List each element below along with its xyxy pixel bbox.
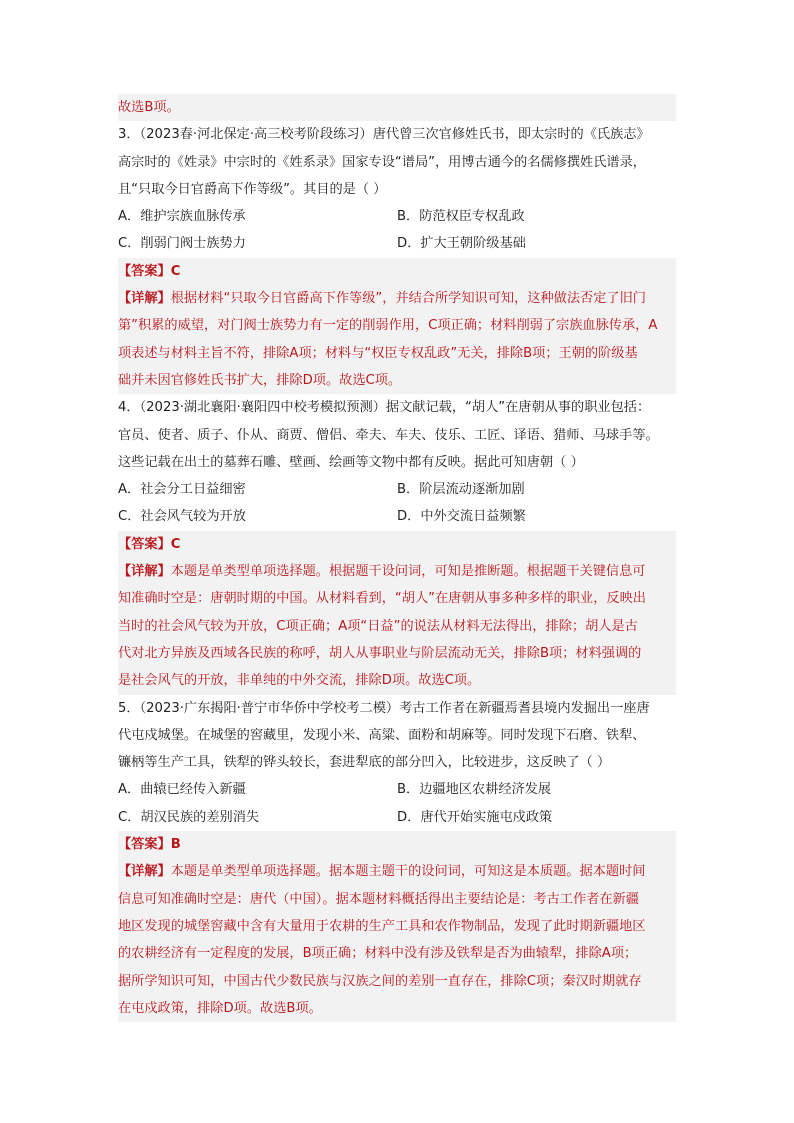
question-3 (118, 121, 676, 394)
detail-label: 【详解】 (118, 864, 171, 880)
detail-line: 第”积累的威望，对门阀士族势力有一定的削弱作用，C项正确；材料削弱了宗族血脉传承，A (118, 318, 658, 334)
question-stem-line: 且“只取今日官爵高下作等级”。其目的是（ ） (118, 181, 387, 197)
detail-line (118, 285, 676, 312)
detail-line: 是社会风气的开放，非单纯的中外交流，排除D项。故选C项。 (118, 673, 481, 689)
detail-line: 础并未因官修姓氏书扩大，排除D项。故选C项。 (118, 372, 402, 388)
answer-label: 【答案】 (118, 263, 171, 279)
answer-line (118, 258, 676, 285)
option-b: B．防范权臣专权乱政 (397, 209, 525, 225)
answer-value: C (170, 536, 181, 552)
option-b: B．阶层流动逐渐加剧 (397, 482, 525, 498)
option-c: C．胡汉民族的差别消失 (118, 809, 260, 825)
question-stem-line: 5．（2023·广东揭阳·普宁市华侨中学校考二模）考古工作者在新疆焉耆县境内发掘出一座唐 (118, 700, 650, 716)
question-4 (118, 394, 676, 694)
option-a: A．曲辕已经传入新疆 (118, 782, 246, 798)
detail-line: 当时的社会风气较为开放，C项正确；A项“日益”的说法从材料无法得出，排除；胡人是古 (118, 618, 638, 634)
answer-value: B (170, 837, 181, 853)
answer-line (118, 831, 676, 858)
detail-line: 在屯戍政策，排除D项。故选B项。 (118, 1000, 322, 1016)
option-c: C．削弱门阀士族势力 (118, 236, 246, 252)
option-b: B．边疆地区农耕经济发展 (397, 782, 552, 798)
answer-line (118, 531, 676, 558)
option-a: A．社会分工日益细密 (118, 482, 246, 498)
question-stem-line: 官员、使者、质子、仆从、商贾、僧侣、牵夫、车夫、伎乐、工匠、译语、猎师、马球手等。 (118, 427, 659, 443)
options-row (118, 476, 676, 503)
detail-text: 本题是单类型单项选择题。据本题主题干的设问词，可知这是本质题。据本题时间 (170, 864, 646, 880)
detail-line: 代对北方异族及西域各民族的称呼，胡人从事职业与阶层流动无关，排除B项；材料强调的 (118, 645, 642, 661)
detail-line (118, 858, 676, 885)
option-d: D．扩大王朝阶级基础 (397, 236, 526, 252)
options-row (118, 203, 676, 230)
option-c: C．社会风气较为开放 (118, 509, 246, 525)
options-row (118, 230, 676, 257)
detail-text: 本题是单类型单项选择题。根据题干设问词，可知是推断题。根据题干关键信息可 (170, 564, 646, 580)
answer-label: 【答案】 (118, 536, 171, 552)
detail-line: 信息可知准确时空是：唐代（中国）。据本题材料概括得出主要结论是：考古工作者在新疆 (118, 891, 639, 907)
detail-line: 的农耕经济有一定程度的发展，B项正确；材料中没有涉及铁犁是否为曲辕犁，排除A项； (118, 946, 638, 962)
option-d: D．唐代开始实施屯戍政策 (397, 809, 553, 825)
question-stem-line: 4．（2023·湖北襄阳·襄阳四中校考模拟预测）据文献记载，“胡人”在唐朝从事的职业包括： (118, 400, 651, 416)
detail-line: 项表述与材料主旨不符，排除A项；材料与“权臣专权乱政”无关，排除B项；王朝的阶级基 (118, 345, 638, 361)
options-row (118, 503, 676, 530)
options-row (118, 776, 676, 803)
option-a: A．维护宗族血脉传承 (118, 209, 246, 225)
question-stem-line: 3．（2023春·河北保定·高三校考阶段练习）唐代曾三次官修姓氏书，即太宗时的《氏族志》 (118, 127, 650, 143)
answer-value: C (170, 263, 181, 279)
detail-line: 知准确时空是：唐朝时期的中国。从材料看到，“胡人”在唐朝从事多种多样的职业，反映出 (118, 591, 646, 607)
detail-text: 根据材料“只取今日官爵高下作等级”，并结合所学知识可知，这种做法否定了旧门 (170, 291, 646, 307)
question-5 (118, 695, 676, 1023)
detail-label: 【详解】 (118, 564, 171, 580)
options-row (118, 804, 676, 831)
page-content (118, 94, 676, 1022)
option-d: D．中外交流日益频繁 (397, 509, 526, 525)
question-stem-line: 高宗时的《姓录》中宗时的《姓系录》国家专设“谱局”，用博古通今的名儒修撰姓氏谱录， (118, 154, 646, 170)
answer-block (118, 831, 676, 1022)
answer-label: 【答案】 (118, 837, 171, 853)
question-stem-line: 代屯戍城堡。在城堡的窖藏里，发现小米、高粱、面粉和胡麻等。同时发现下石磨、铁犁、 (118, 727, 646, 743)
previous-answer-tail: 故选B项。 (118, 94, 676, 121)
answer-block (118, 531, 676, 695)
detail-line: 据所学知识可知，中国古代少数民族与汉族之间的差别一直存在，排除C项；秦汉时期就存 (118, 973, 642, 989)
detail-line: 地区发现的城堡窖藏中含有大量用于农耕的生产工具和农作物制品，发现了此时期新疆地区 (118, 918, 646, 934)
detail-label: 【详解】 (118, 291, 171, 307)
answer-block (118, 258, 676, 394)
question-stem-line: 镰柄等生产工具，铁犁的铧头较长，套进犁底的部分凹入，比较进步，这反映了（ ） (118, 755, 611, 771)
question-stem-line: 这些记载在出土的墓葬石雕、壁画、绘画等文物中都有反映。据此可知唐朝（ ） (118, 454, 584, 470)
detail-line (118, 558, 676, 585)
